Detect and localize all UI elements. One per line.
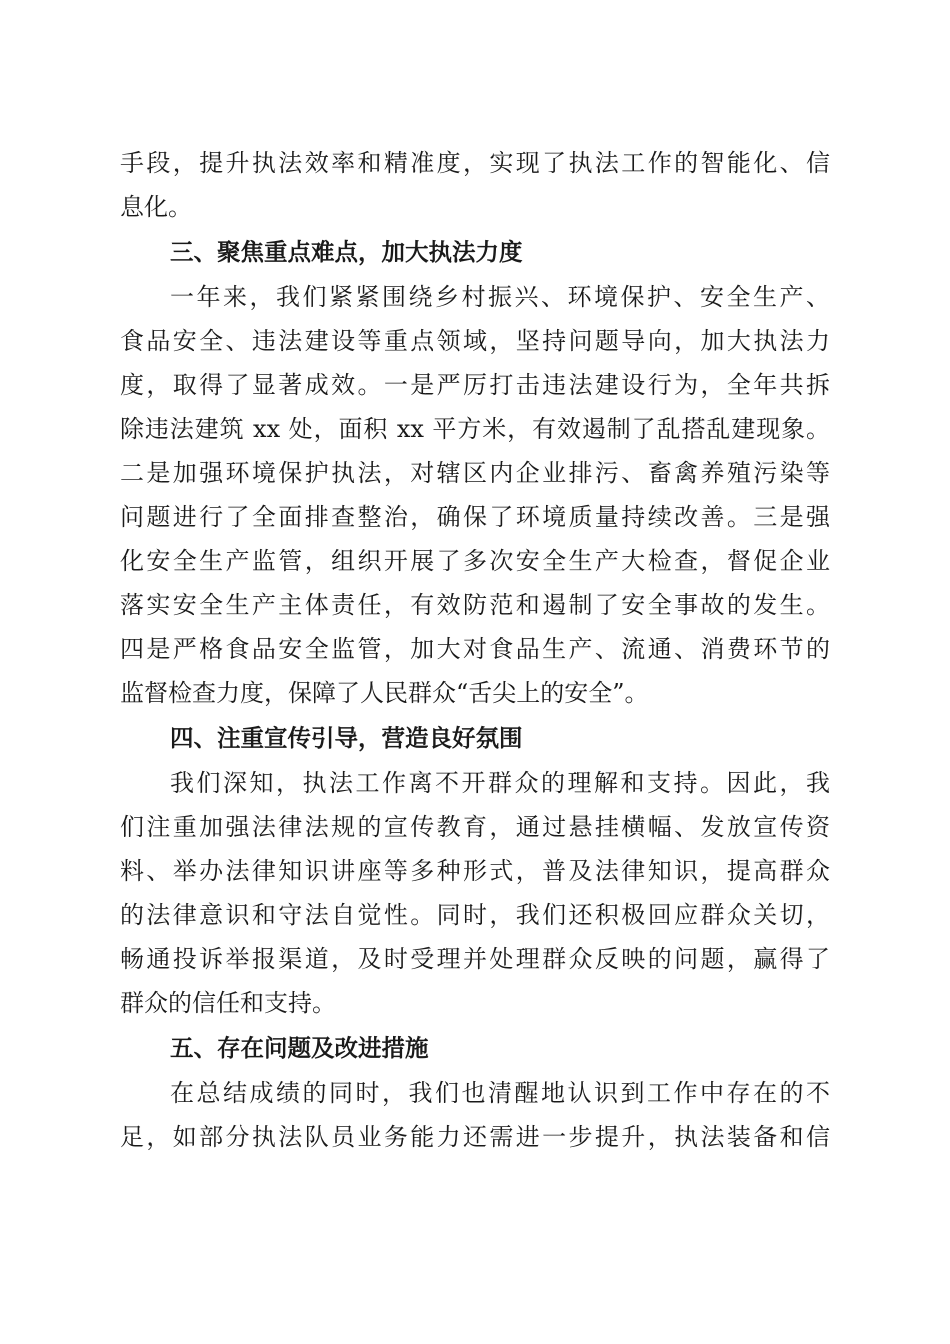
paragraph-line: 们注重加强法律法规的宣传教育，通过悬挂横幅、发放宣传资 bbox=[120, 813, 830, 841]
document-body bbox=[120, 141, 830, 1159]
paragraph-line: 的法律意识和守法自觉性。同时，我们还积极回应群众关切， bbox=[120, 901, 830, 929]
paragraph-line: 手段，提升执法效率和精准度，实现了执法工作的智能化、信 bbox=[120, 149, 830, 177]
section-heading-5: 五、存在问题及改进措施 bbox=[170, 1034, 429, 1062]
section-heading-3: 三、聚焦重点难点，加大执法力度 bbox=[170, 238, 523, 266]
paragraph-line: 监督检查力度，保障了人民群众“舌尖上的安全”。 bbox=[120, 679, 649, 707]
paragraph-line: 食品安全、违法建设等重点领域，坚持问题导向，加大执法力 bbox=[120, 327, 830, 355]
paragraph-line: 足，如部分执法队员业务能力还需进一步提升，执法装备和信 bbox=[120, 1123, 830, 1151]
paragraph-line: 问题进行了全面排查整治，确保了环境质量持续改善。三是强 bbox=[120, 503, 830, 531]
paragraph-line: 度，取得了显著成效。一是严厉打击违法建设行为，全年共拆 bbox=[120, 371, 830, 399]
section-heading-4: 四、注重宣传引导，营造良好氛围 bbox=[170, 724, 523, 752]
paragraph-line: 群众的信任和支持。 bbox=[120, 989, 336, 1017]
paragraph-line: 落实安全生产主体责任，有效防范和遏制了安全事故的发生。 bbox=[120, 591, 830, 619]
paragraph-line: 化安全生产监管，组织开展了多次安全生产大检查，督促企业 bbox=[120, 547, 830, 575]
paragraph-line: 料、举办法律知识讲座等多种形式，普及法律知识，提高群众 bbox=[120, 857, 830, 885]
paragraph-line: 二是加强环境保护执法，对辖区内企业排污、畜禽养殖污染等 bbox=[120, 459, 830, 487]
paragraph-line: 除违法建筑 xx 处，面积 xx 平方米，有效遏制了乱搭乱建现象。 bbox=[120, 415, 830, 443]
paragraph-line: 息化。 bbox=[120, 193, 192, 221]
paragraph-line: 我们深知，执法工作离不开群众的理解和支持。因此，我 bbox=[170, 769, 830, 797]
paragraph-line: 在总结成绩的同时，我们也清醒地认识到工作中存在的不 bbox=[170, 1079, 830, 1107]
paragraph-line: 四是严格食品安全监管，加大对食品生产、流通、消费环节的 bbox=[120, 635, 830, 663]
paragraph-line: 一年来，我们紧紧围绕乡村振兴、环境保护、安全生产、 bbox=[170, 283, 830, 311]
paragraph-line: 畅通投诉举报渠道，及时受理并处理群众反映的问题，赢得了 bbox=[120, 945, 830, 973]
